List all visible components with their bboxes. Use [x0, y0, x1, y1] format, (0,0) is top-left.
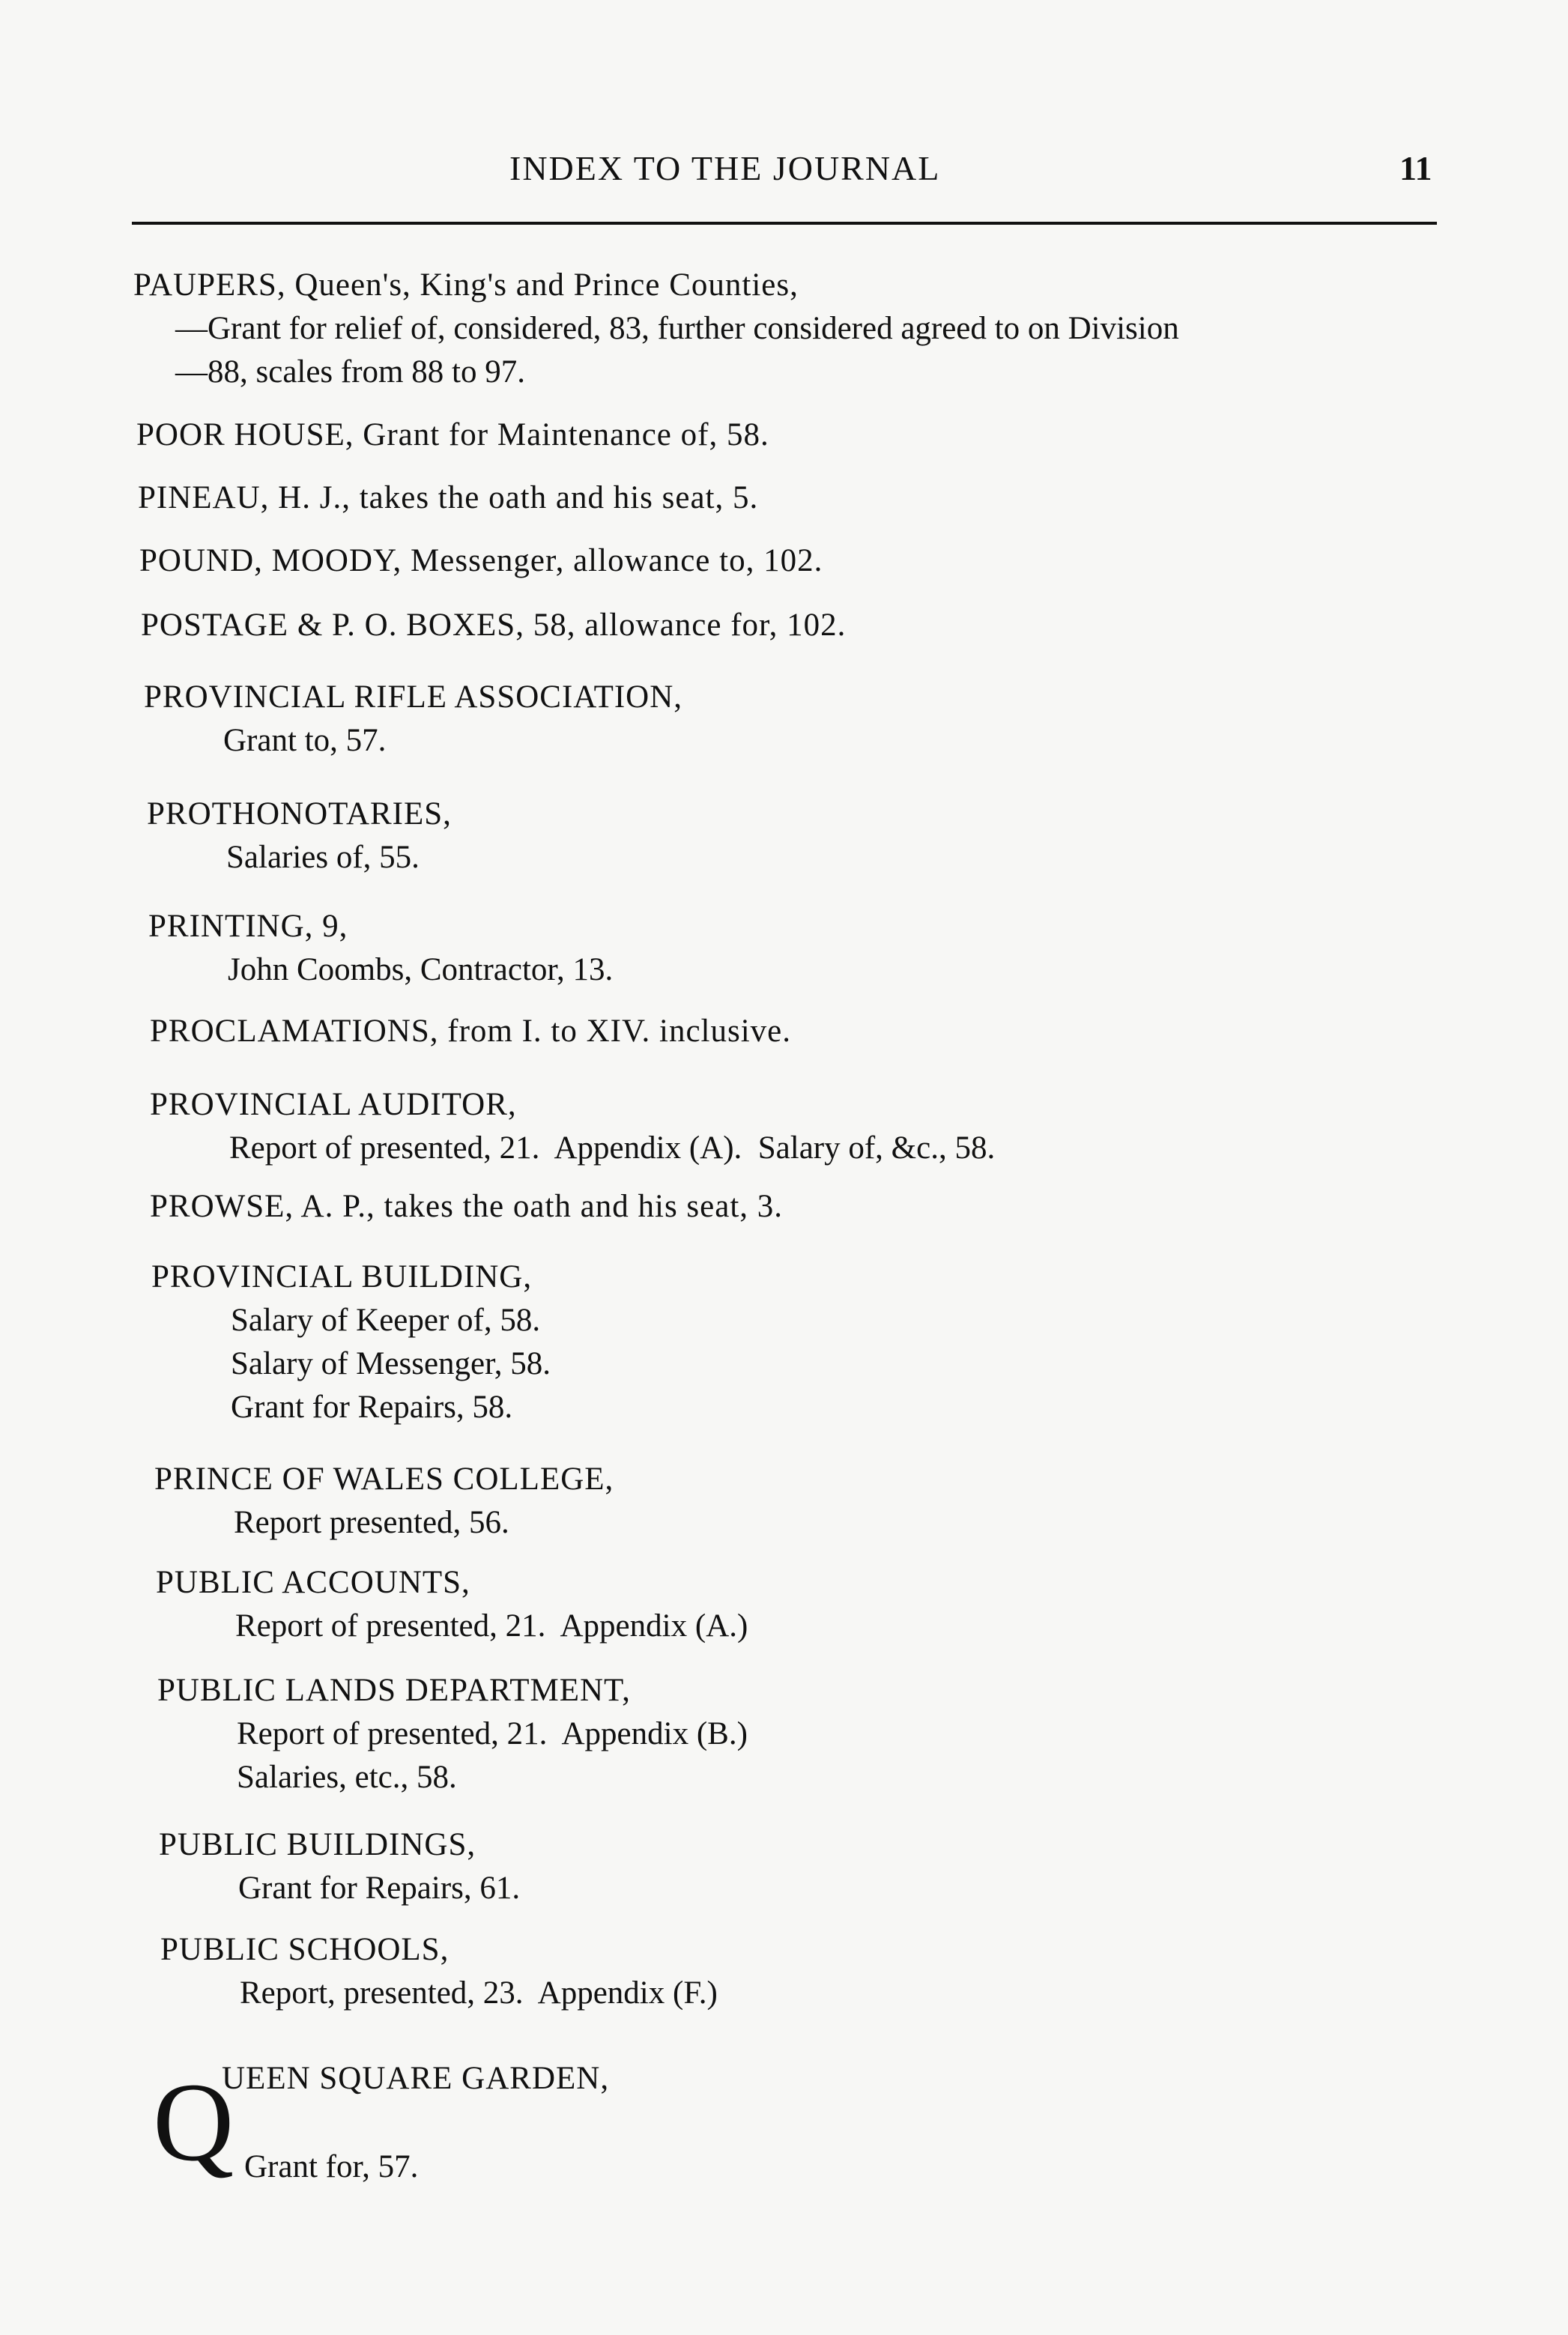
index-entry-provincial-building — [151, 1256, 551, 1429]
entry-heading: PINEAU, H. J., takes the oath and his seat, 5. — [138, 480, 759, 515]
entry-line: Report of presented, 21. Appendix (A.) — [235, 1608, 748, 1644]
entry-heading: PROVINCIAL AUDITOR, — [150, 1087, 517, 1122]
entry-heading: POUND, MOODY, Messenger, allowance to, 102. — [139, 543, 823, 578]
page-number: 11 — [1399, 149, 1432, 187]
entry-heading: POOR HOUSE, Grant for Maintenance of, 58. — [136, 417, 769, 452]
entry-heading: PROTHONOTARIES, — [147, 796, 452, 832]
entry-line: Grant for Repairs, 58. — [231, 1390, 513, 1425]
entry-heading: POSTAGE & P. O. BOXES, 58, allowance for, 102. — [141, 608, 847, 643]
page-header-title: INDEX TO THE JOURNAL — [509, 149, 941, 187]
index-entry-prince-of-wales — [154, 1458, 614, 1545]
entry-line: Report of presented, 21. Appendix (B.) — [237, 1716, 748, 1751]
index-entry-public-buildings — [159, 1823, 520, 1910]
index-entry-pound — [139, 539, 823, 583]
entry-heading: PRINTING, 9, — [148, 909, 348, 944]
entry-heading: PROVINCIAL RIFLE ASSOCIATION, — [144, 679, 683, 715]
index-entry-public-lands — [157, 1669, 748, 1799]
entry-line: —88, scales from 88 to 97. — [175, 354, 525, 390]
entry-line: Salary of Messenger, 58. — [231, 1346, 551, 1381]
entry-heading: PUBLIC LANDS DEPARTMENT, — [157, 1673, 631, 1708]
entry-line: John Coombs, Contractor, 13. — [228, 952, 614, 987]
entry-line: Report presented, 56. — [234, 1505, 509, 1540]
entry-heading: PRINCE OF WALES COLLEGE, — [154, 1462, 614, 1497]
entry-heading: PUBLIC SCHOOLS, — [160, 1932, 449, 1967]
entry-heading: PROCLAMATIONS, from I. to XIV. inclusive. — [150, 1014, 792, 1049]
entry-line: Grant for Repairs, 61. — [238, 1871, 521, 1906]
index-entry-poor-house — [136, 414, 769, 457]
entry-heading: PROVINCIAL BUILDING, — [151, 1259, 533, 1294]
index-entry-provincial-rifle — [144, 676, 682, 763]
index-entry-pineau — [138, 476, 758, 520]
index-entry-provincial-auditor — [150, 1083, 995, 1170]
index-entry-queen-square-line: Grant for, 57. — [244, 2149, 419, 2184]
index-entry-queen-square-heading: UEEN SQUARE GARDEN, — [222, 2061, 610, 2096]
index-entry-public-accounts — [156, 1561, 748, 1648]
entry-heading: PUBLIC ACCOUNTS, — [156, 1565, 470, 1600]
entry-line: Salaries, etc., 58. — [237, 1760, 457, 1795]
entry-line: —Grant for relief of, considered, 83, further considered agreed to on Division — [175, 311, 1179, 346]
index-entry-prothonotaries — [147, 793, 452, 879]
index-entry-printing — [148, 905, 613, 992]
index-entry-postage — [141, 604, 846, 647]
drop-cap-q: Q — [153, 2060, 234, 2184]
entry-heading: PUBLIC BUILDINGS, — [159, 1827, 476, 1862]
entry-line: Salaries of, 55. — [226, 840, 420, 875]
entry-line: Report, presented, 23. Appendix (F.) — [240, 1975, 718, 2011]
index-entry-proclamations — [150, 1010, 791, 1053]
header-rule — [132, 222, 1437, 225]
entry-heading: PAUPERS, Queen's, King's and Prince Counties, — [133, 267, 799, 303]
entry-line: Grant to, 57. — [223, 723, 387, 758]
index-entry-public-schools — [160, 1928, 718, 2015]
index-entry-paupers — [133, 264, 1179, 394]
entry-line: Salary of Keeper of, 58. — [231, 1303, 541, 1338]
entry-heading: PROWSE, A. P., takes the oath and his seat, 3. — [150, 1189, 784, 1224]
entry-line: Report of presented, 21. Appendix (A). Salary of, &c., 58. — [229, 1130, 996, 1166]
index-entry-prowse — [150, 1185, 783, 1229]
